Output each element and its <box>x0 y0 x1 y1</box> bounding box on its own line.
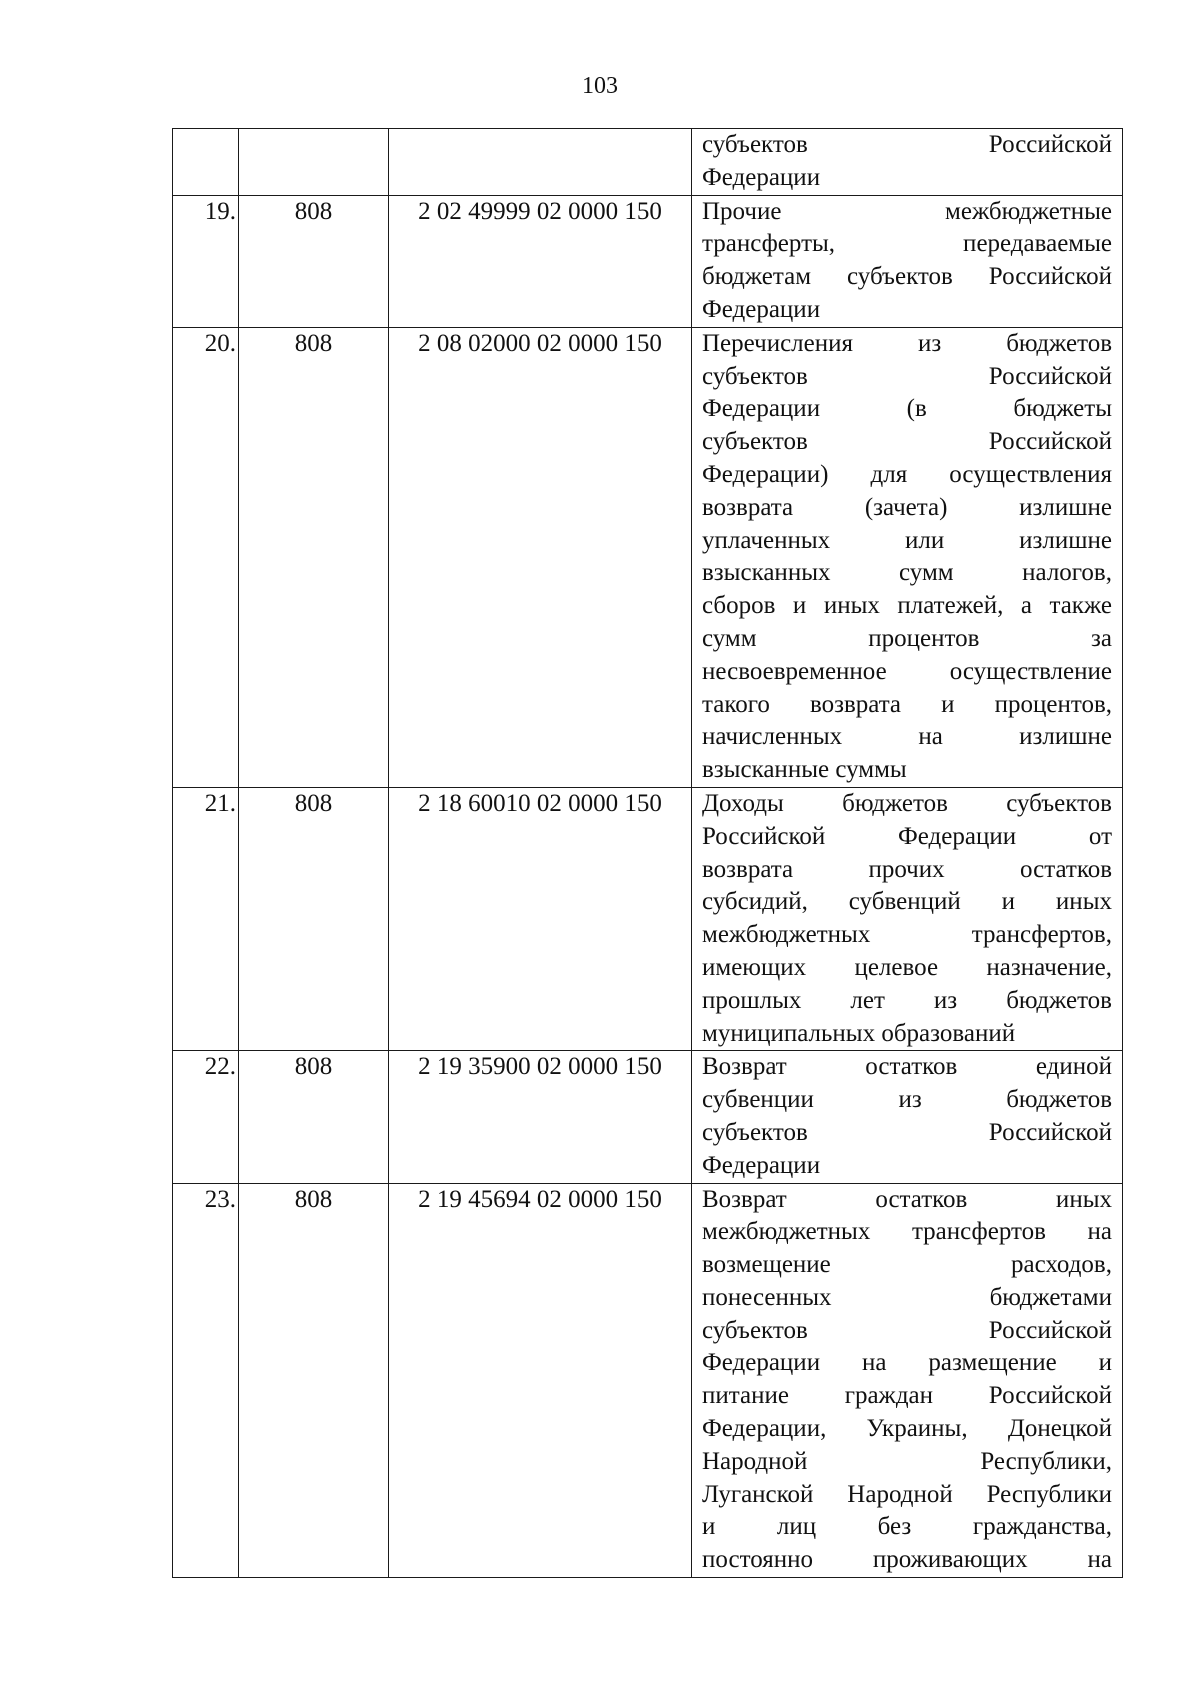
row-number-cell: 19. <box>173 195 239 327</box>
row-number-cell <box>173 129 239 196</box>
table-row <box>173 129 1123 196</box>
description-line: сумм процентов за <box>702 624 1112 652</box>
page-number: 103 <box>582 73 618 99</box>
description-line: Федерации, Украины, Донецкой <box>702 1415 1112 1443</box>
description-line: постоянно проживающих на <box>702 1546 1112 1574</box>
description-line: взысканные суммы <box>702 756 907 784</box>
row-number-cell: 21. <box>173 787 239 1050</box>
administrator-code-cell: 808 <box>239 787 389 1050</box>
description-line: возврата прочих остатков <box>702 855 1112 883</box>
row-number-cell: 20. <box>173 327 239 787</box>
revenue-description-cell <box>692 327 1123 787</box>
description-line: имеющих целевое назначение, <box>702 953 1112 981</box>
description-line: Федерации <box>702 1151 821 1179</box>
budget-classification-code-cell: 2 19 45694 02 0000 150 <box>389 1183 692 1578</box>
revenue-description-cell <box>692 1183 1123 1578</box>
description-line: Федерации на размещение и <box>702 1349 1112 1377</box>
description-line: возмещение расходов, <box>702 1251 1112 1279</box>
description-line: субъектов Российской <box>702 1118 1112 1146</box>
revenue-description-cell <box>692 787 1123 1050</box>
description-line: и лиц без гражданства, <box>702 1513 1112 1541</box>
description-line: уплаченных или излишне <box>702 526 1112 554</box>
description-line: Луганской Народной Республики <box>702 1480 1112 1508</box>
description-line: Перечисления из бюджетов <box>702 329 1112 357</box>
description-line: Российской Федерации от <box>702 822 1112 850</box>
description-line: понесенных бюджетами <box>702 1283 1112 1311</box>
description-line: прошлых лет из бюджетов <box>702 986 1112 1014</box>
description-line: сборов и иных платежей, а также <box>702 592 1112 620</box>
description-line: муниципальных образований <box>702 1019 1016 1047</box>
description-line: несвоевременное осуществление <box>702 657 1112 685</box>
description-line: взысканных сумм налогов, <box>702 559 1112 587</box>
description-line: Возврат остатков иных <box>702 1185 1112 1213</box>
description-line: Прочие межбюджетные <box>702 197 1112 225</box>
description-line: начисленных на излишне <box>702 723 1112 751</box>
description-line: Федерации (в бюджеты <box>702 395 1112 423</box>
administrator-code-cell <box>239 129 389 196</box>
row-number-cell: 22. <box>173 1051 239 1183</box>
description-line: Доходы бюджетов субъектов <box>702 789 1112 817</box>
description-line: бюджетам субъектов Российской <box>702 263 1112 291</box>
budget-revenue-table <box>172 128 1123 1578</box>
administrator-code-cell: 808 <box>239 1051 389 1183</box>
table-row <box>173 1183 1123 1578</box>
revenue-description-cell <box>692 195 1123 327</box>
description-line: трансферты, передаваемые <box>702 230 1112 258</box>
description-line: субъектов Российской <box>702 1316 1112 1344</box>
description-line: Возврат остатков единой <box>702 1053 1112 1081</box>
description-line: питание граждан Российской <box>702 1382 1112 1410</box>
budget-classification-code-cell: 2 19 35900 02 0000 150 <box>389 1051 692 1183</box>
budget-classification-code-cell: 2 02 49999 02 0000 150 <box>389 195 692 327</box>
description-line: межбюджетных трансфертов на <box>702 1218 1112 1246</box>
row-number-cell: 23. <box>173 1183 239 1578</box>
description-line: Федерации <box>702 163 821 191</box>
revenue-description-cell <box>692 129 1123 196</box>
table-row <box>173 787 1123 1050</box>
description-line: Федерации <box>702 295 821 323</box>
administrator-code-cell: 808 <box>239 327 389 787</box>
description-line: межбюджетных трансфертов, <box>702 921 1112 949</box>
description-line: субъектов Российской <box>702 131 1112 158</box>
description-line: такого возврата и процентов, <box>702 690 1112 718</box>
table-row <box>173 1051 1123 1183</box>
description-line: субвенции из бюджетов <box>702 1086 1112 1114</box>
description-line: субъектов Российской <box>702 428 1112 456</box>
budget-classification-code-cell: 2 18 60010 02 0000 150 <box>389 787 692 1050</box>
description-line: субсидий, субвенций и иных <box>702 888 1112 916</box>
description-line: Федерации) для осуществления <box>702 460 1112 488</box>
administrator-code-cell: 808 <box>239 195 389 327</box>
table-body <box>173 129 1123 1578</box>
revenue-description-cell <box>692 1051 1123 1183</box>
description-line: субъектов Российской <box>702 362 1112 390</box>
description-line: Народной Республики, <box>702 1447 1112 1475</box>
table-row <box>173 195 1123 327</box>
description-line: возврата (зачета) излишне <box>702 493 1112 521</box>
administrator-code-cell: 808 <box>239 1183 389 1578</box>
table-row <box>173 327 1123 787</box>
budget-classification-code-cell: 2 08 02000 02 0000 150 <box>389 327 692 787</box>
budget-classification-code-cell <box>389 129 692 196</box>
